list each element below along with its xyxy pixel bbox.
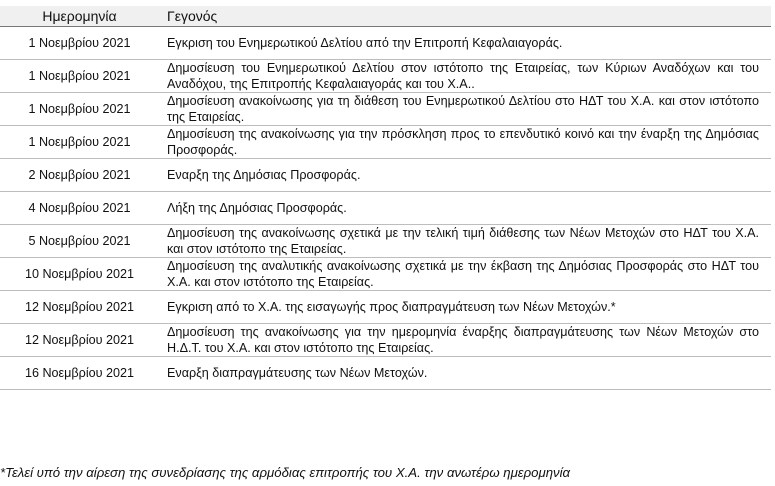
event-cell: Δημοσίευση της ανακοίνωσης για την πρόσκληση προς το επενδυτικό κοινό και την έναρξη της Δημόσιας Προσφοράς. bbox=[159, 126, 771, 159]
table-row bbox=[0, 357, 771, 390]
date-cell: 16 Νοεμβρίου 2021 bbox=[0, 357, 159, 390]
date-cell: 12 Νοεμβρίου 2021 bbox=[0, 324, 159, 357]
column-header-date: Ημερομηνία bbox=[0, 6, 159, 27]
event-cell: Δημοσίευση του Ενημερωτικού Δελτίου στον ιστότοπο της Εταιρείας, των Κύριων Αναδόχων και του Αναδόχου, της Επιτροπής Κεφαλαιαγοράς και του Χ.Α.. bbox=[159, 60, 771, 93]
table-row bbox=[0, 324, 771, 357]
event-cell: Εγκριση του Ενημερωτικού Δελτίου από την Επιτροπή Κεφαλαιαγοράς. bbox=[159, 27, 771, 60]
timeline-table bbox=[0, 6, 771, 390]
table-row bbox=[0, 225, 771, 258]
date-cell: 12 Νοεμβρίου 2021 bbox=[0, 291, 159, 324]
footnote: *Τελεί υπό την αίρεση της συνεδρίασης της αρμόδιας επιτροπής του Χ.Α. την ανωτέρω ημερομηνία bbox=[0, 465, 571, 480]
table-row bbox=[0, 159, 771, 192]
column-header-event: Γεγονός bbox=[159, 6, 771, 27]
event-cell: Δημοσίευση της ανακοίνωσης σχετικά με την τελική τιμή διάθεσης των Νέων Μετοχών στο ΗΔΤ του Χ.Α. και στον ιστότοπο της Εταιρείας. bbox=[159, 225, 771, 258]
date-cell: 1 Νοεμβρίου 2021 bbox=[0, 126, 159, 159]
date-cell: 5 Νοεμβρίου 2021 bbox=[0, 225, 159, 258]
table-row bbox=[0, 60, 771, 93]
table-row bbox=[0, 27, 771, 60]
date-cell: 10 Νοεμβρίου 2021 bbox=[0, 258, 159, 291]
event-cell: Εγκριση από το Χ.Α. της εισαγωγής προς διαπραγμάτευση των Νέων Μετοχών.* bbox=[159, 291, 771, 324]
table-header-row bbox=[0, 6, 771, 27]
table-row bbox=[0, 126, 771, 159]
date-cell: 1 Νοεμβρίου 2021 bbox=[0, 27, 159, 60]
event-cell: Δημοσίευση της ανακοίνωσης για την ημερομηνία έναρξης διαπραγμάτευσης των Νέων Μετοχών στο Η.Δ.Τ. του Χ.Α. και στον ιστότοπο της Εταιρείας. bbox=[159, 324, 771, 357]
table-row bbox=[0, 291, 771, 324]
date-cell: 1 Νοεμβρίου 2021 bbox=[0, 60, 159, 93]
table-row bbox=[0, 258, 771, 291]
event-cell: Εναρξη της Δημόσιας Προσφοράς. bbox=[159, 159, 771, 192]
table-row bbox=[0, 93, 771, 126]
date-cell: 4 Νοεμβρίου 2021 bbox=[0, 192, 159, 225]
date-cell: 1 Νοεμβρίου 2021 bbox=[0, 93, 159, 126]
event-cell: Δημοσίευση ανακοίνωσης για τη διάθεση του Ενημερωτικού Δελτίου στο ΗΔΤ του Χ.Α. και στον ιστότοπο της Εταιρείας. bbox=[159, 93, 771, 126]
date-cell: 2 Νοεμβρίου 2021 bbox=[0, 159, 159, 192]
table-row bbox=[0, 192, 771, 225]
event-cell: Δημοσίευση της αναλυτικής ανακοίνωσης σχετικά με την έκβαση της Δημόσιας Προσφοράς στο ΗΔΤ του Χ.Α. και στον ιστότοπο της Εταιρείας. bbox=[159, 258, 771, 291]
event-cell: Εναρξη διαπραγμάτευσης των Νέων Μετοχών. bbox=[159, 357, 771, 390]
event-cell: Λήξη της Δημόσιας Προσφοράς. bbox=[159, 192, 771, 225]
